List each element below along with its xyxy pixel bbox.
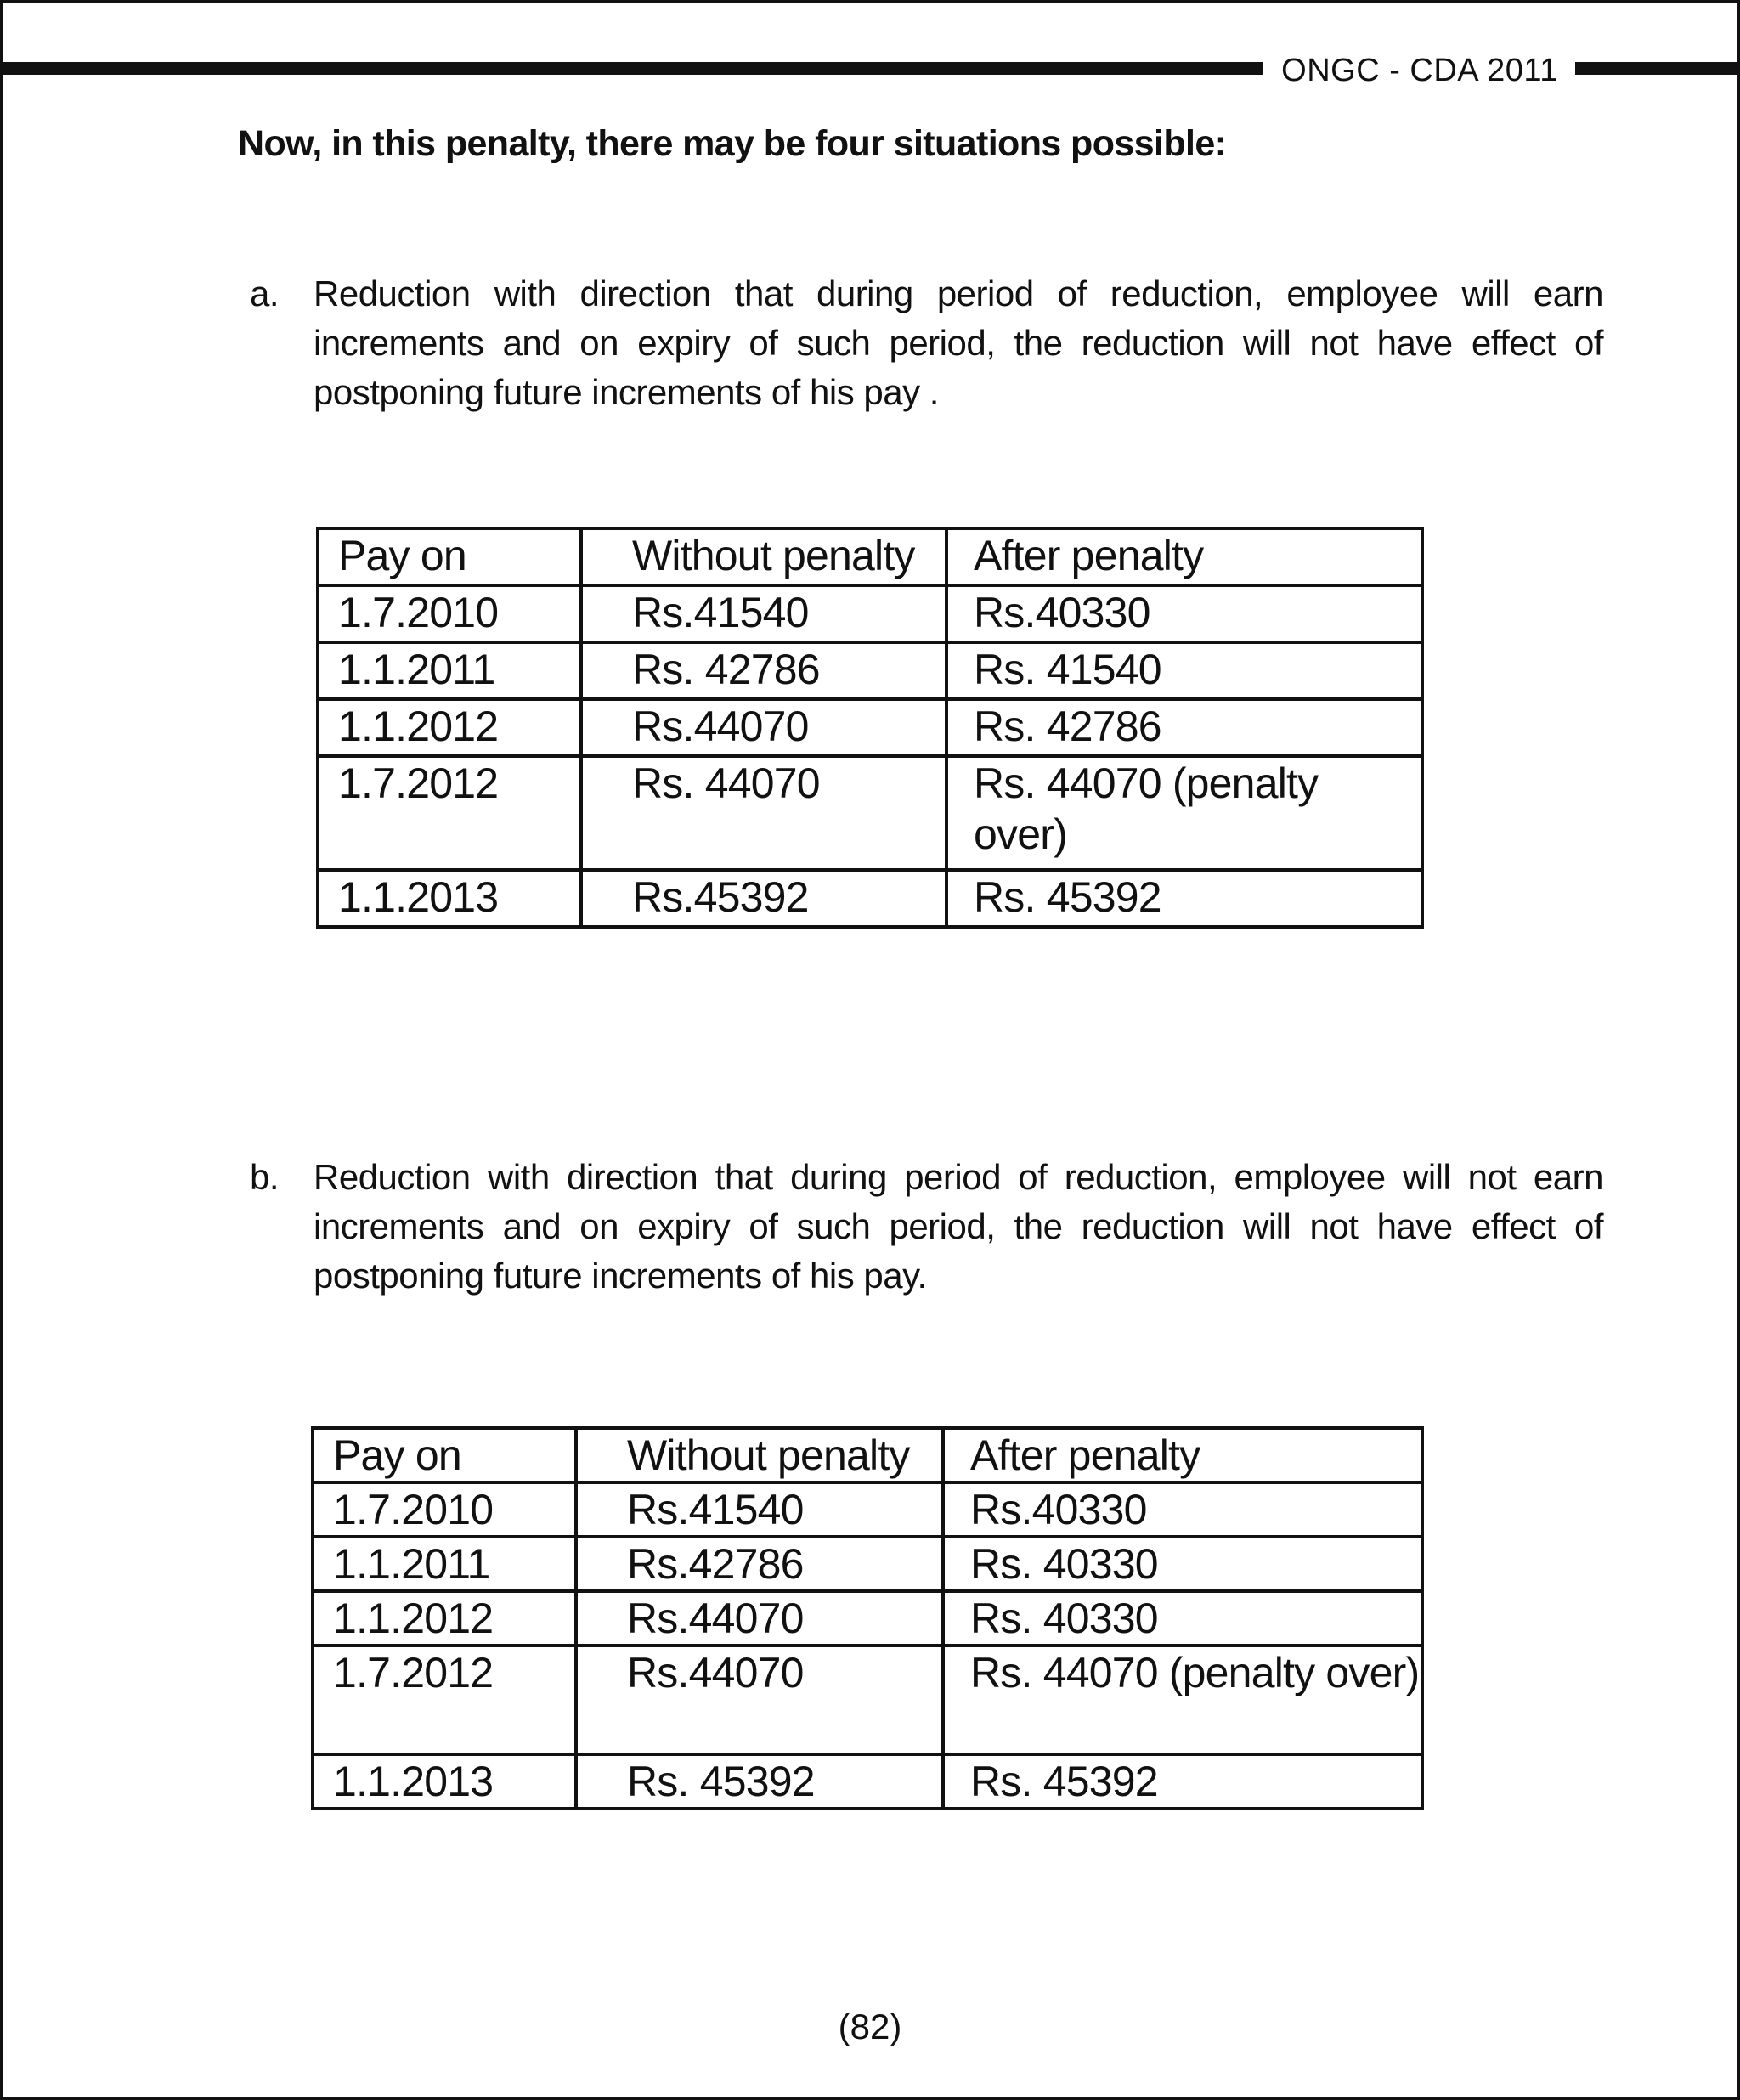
table-header-cell: After penalty — [943, 1428, 1422, 1482]
table-cell: Rs. 44070 (penalty over) — [943, 1646, 1422, 1754]
page-number: (82) — [838, 2007, 902, 2046]
table-cell: Rs.40330 — [943, 1482, 1422, 1537]
table-header-cell: Without penalty — [576, 1428, 943, 1482]
table-header-cell: Without penalty — [581, 528, 946, 585]
table-cell: 1.7.2010 — [313, 1482, 576, 1537]
table-cell: Rs.44070 — [576, 1646, 943, 1754]
table-cell: Rs. 44070 (penalty over) — [946, 756, 1422, 870]
table-cell: Rs. 40330 — [943, 1591, 1422, 1646]
table-cell: Rs. 45392 — [943, 1754, 1422, 1809]
header-rule-right — [1575, 62, 1740, 75]
table-cell: Rs.41540 — [581, 585, 946, 642]
table-cell: 1.1.2011 — [313, 1537, 576, 1591]
table-header-cell: Pay on — [313, 1428, 576, 1482]
table-cell: Rs. 40330 — [943, 1537, 1422, 1591]
table-row — [318, 585, 1422, 642]
table-cell: Rs.42786 — [576, 1537, 943, 1591]
list-item-text: Reduction with direction that during period of reduction, employee will not earn increments and on expiry of such period, the reduction will not have effect of postponing future increments of his pay. — [314, 1157, 1603, 1296]
table-cell: Rs. 42786 — [581, 642, 946, 699]
table-row — [318, 870, 1422, 927]
table-cell: Rs.45392 — [581, 870, 946, 927]
table-header-cell: After penalty — [946, 528, 1422, 585]
table-cell: 1.1.2012 — [313, 1591, 576, 1646]
table-cell: 1.1.2013 — [318, 870, 581, 927]
table-cell: Rs.44070 — [576, 1591, 943, 1646]
table-cell: Rs. 42786 — [946, 699, 1422, 756]
pay-table-a — [316, 527, 1424, 929]
table-row — [318, 756, 1422, 870]
table-cell: Rs.41540 — [576, 1482, 943, 1537]
table-row — [318, 699, 1422, 756]
table-cell: Rs. 44070 — [581, 756, 946, 870]
table-cell: 1.7.2012 — [313, 1646, 576, 1754]
table-cell: Rs.44070 — [581, 699, 946, 756]
table-row — [313, 1754, 1422, 1809]
table-row — [318, 642, 1422, 699]
intro-heading: Now, in this penalty, there may be four situations possible: — [238, 123, 1227, 164]
table-cell: Rs. 45392 — [576, 1754, 943, 1809]
table-row — [313, 1646, 1422, 1754]
table-cell: 1.1.2012 — [318, 699, 581, 756]
list-item-text: Reduction with direction that during period of reduction, employee will earn increments and on expiry of such period, the reduction will not have effect of postponing future increments of his pay . — [314, 274, 1603, 412]
table-row — [313, 1482, 1422, 1537]
document-header-title: ONGC - CDA 2011 — [1281, 53, 1558, 88]
table-cell: Rs. 45392 — [946, 870, 1422, 927]
table-row — [313, 1537, 1422, 1591]
table-header-row — [313, 1428, 1422, 1482]
table-cell: 1.1.2011 — [318, 642, 581, 699]
list-marker: b. — [250, 1157, 280, 1197]
table-cell: 1.7.2012 — [318, 756, 581, 870]
table-cell: 1.7.2010 — [318, 585, 581, 642]
header-rule-left — [0, 62, 1263, 75]
pay-table-b — [311, 1426, 1424, 1810]
table-cell: Rs. 41540 — [946, 642, 1422, 699]
table-cell: Rs.40330 — [946, 585, 1422, 642]
list-item-b — [250, 1153, 1609, 1301]
table-header-row — [318, 528, 1422, 585]
table-header-cell: Pay on — [318, 528, 581, 585]
table-row — [313, 1591, 1422, 1646]
table-cell: 1.1.2013 — [313, 1754, 576, 1809]
list-marker: a. — [250, 274, 280, 313]
list-item-a — [250, 269, 1609, 417]
